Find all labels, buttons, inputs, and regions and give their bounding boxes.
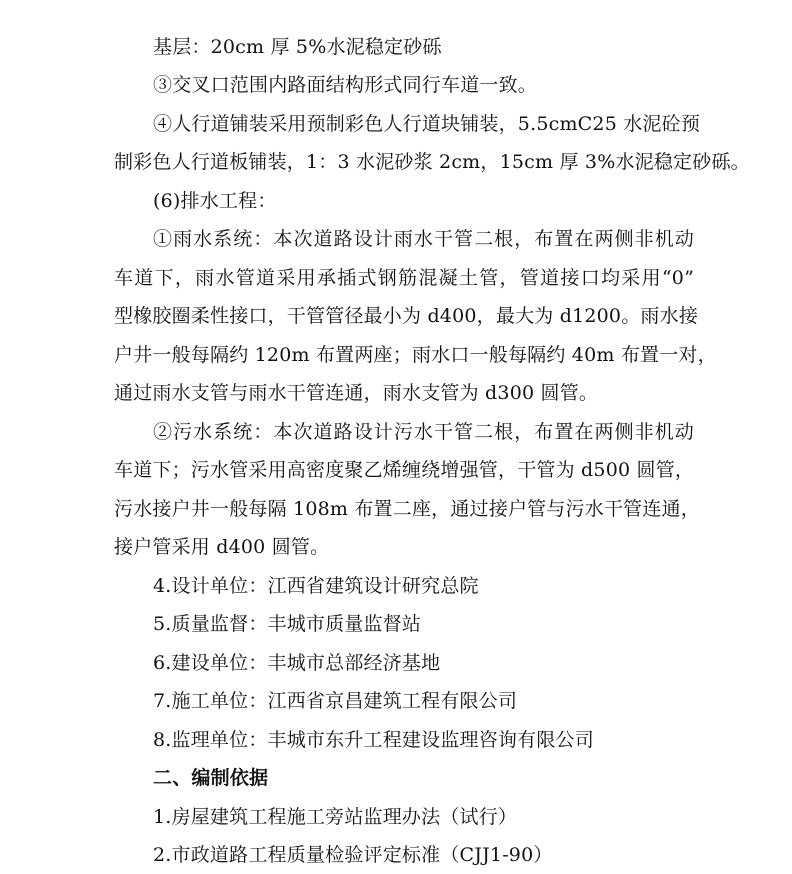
text-line-sewage-1: ②污水系统：本次道路设计污水干管二根，布置在两侧非机动 [153, 421, 694, 443]
text-line-rain-1: ①雨水系统：本次道路设计雨水干管二根，布置在两侧非机动 [153, 228, 694, 250]
text-line-base-layer: 基层：20cm 厚 5%水泥稳定砂砾 [153, 36, 442, 58]
list-item-basis-2: 2.市政道路工程质量检验评定标准（CJJ1-90） [153, 844, 553, 866]
list-item-basis-1: 1.房屋建筑工程施工旁站监理办法（试行） [153, 806, 518, 828]
list-item-quality-supervision: 5.质量监督：丰城市质量监督站 [153, 613, 422, 635]
text-line-sidewalk-1: ④人行道铺装采用预制彩色人行道块铺装，5.5cmC25 水泥砼预 [153, 113, 701, 135]
section-heading-drainage: (6)排水工程： [153, 190, 277, 212]
text-line-rain-4: 户井一般每隔约 120m 布置两座；雨水口一般每隔约 40m 布置一对， [114, 344, 717, 366]
text-line-sewage-4: 接户管采用 d400 圆管。 [114, 536, 330, 558]
text-line-rain-2: 车道下，雨水管道采用承插式钢筋混凝土管，管道接口均采用“0” [114, 267, 694, 289]
text-line-rain-3: 型橡胶圈柔性接口，干管管径最小为 d400，最大为 d1200。雨水接 [114, 305, 699, 327]
list-item-construction-owner: 6.建设单位：丰城市总部经济基地 [153, 652, 441, 674]
text-line-sidewalk-2: 制彩色人行道板铺装，1：3 水泥砂浆 2cm，15cm 厚 3%水泥稳定砂砾。 [114, 151, 750, 173]
text-line-rain-5: 通过雨水支管与雨水干管连通，雨水支管为 d300 圆管。 [114, 382, 599, 404]
list-item-contractor: 7.施工单位：江西省京昌建筑工程有限公司 [153, 690, 518, 712]
section-heading-basis: 二、编制依据 [153, 767, 269, 789]
text-line-sewage-3: 污水接户井一般每隔 108m 布置二座，通过接户管与污水干管连通， [114, 498, 700, 520]
list-item-design-unit: 4.设计单位：江西省建筑设计研究总院 [153, 575, 479, 597]
text-line-sewage-2: 车道下；污水管采用高密度聚乙烯缠绕增强管，干管为 d500 圆管， [114, 459, 695, 481]
list-item-supervisor: 8.监理单位：丰城市东升工程建设监理咨询有限公司 [153, 729, 594, 751]
text-line-intersection: ③交叉口范围内路面结构形式同行车道一致。 [153, 74, 538, 96]
